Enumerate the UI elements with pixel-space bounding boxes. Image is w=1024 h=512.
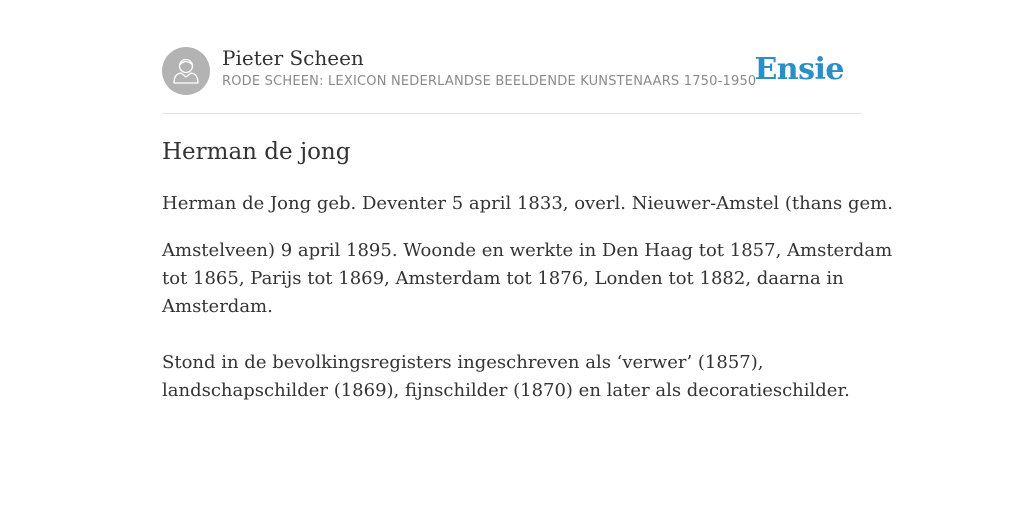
ensie-logo[interactable]: Ensie	[754, 52, 844, 87]
author-avatar[interactable]	[162, 47, 210, 95]
paragraph-2-line: Amstelveen) 9 april 1895. Woonde en werkte in Den Haag tot 1857, Amsterdam	[162, 240, 893, 261]
author-name[interactable]: Pieter Scheen	[222, 46, 364, 70]
paragraph-2-line: tot 1865, Parijs tot 1869, Amsterdam tot 1876, Londen tot 1882, daarna in	[162, 268, 844, 289]
paragraph-3-line: landschapschilder (1869), fijnschilder (1870) en later als decoratieschilder.	[162, 380, 850, 401]
paragraph-2-line: Amsterdam.	[162, 296, 273, 317]
header-divider	[162, 113, 862, 114]
paragraph-3	[162, 349, 850, 405]
source-title[interactable]: RODE SCHEEN: LEXICON NEDERLANDSE BEELDENDE KUNSTENAARS 1750-1950	[222, 74, 757, 89]
article-body	[162, 136, 893, 401]
paragraph-3-line: Stond in de bevolkingsregisters ingeschreven als ‘verwer’ (1857),	[162, 352, 764, 373]
paragraph-1: Herman de Jong geb. Deventer 5 april 1833, overl. Nieuwer-Amstel (thans gem.	[162, 193, 893, 214]
user-icon	[162, 47, 210, 95]
paragraph-2	[162, 237, 892, 321]
article-title: Herman de jong	[162, 139, 351, 165]
article-header	[162, 46, 862, 114]
